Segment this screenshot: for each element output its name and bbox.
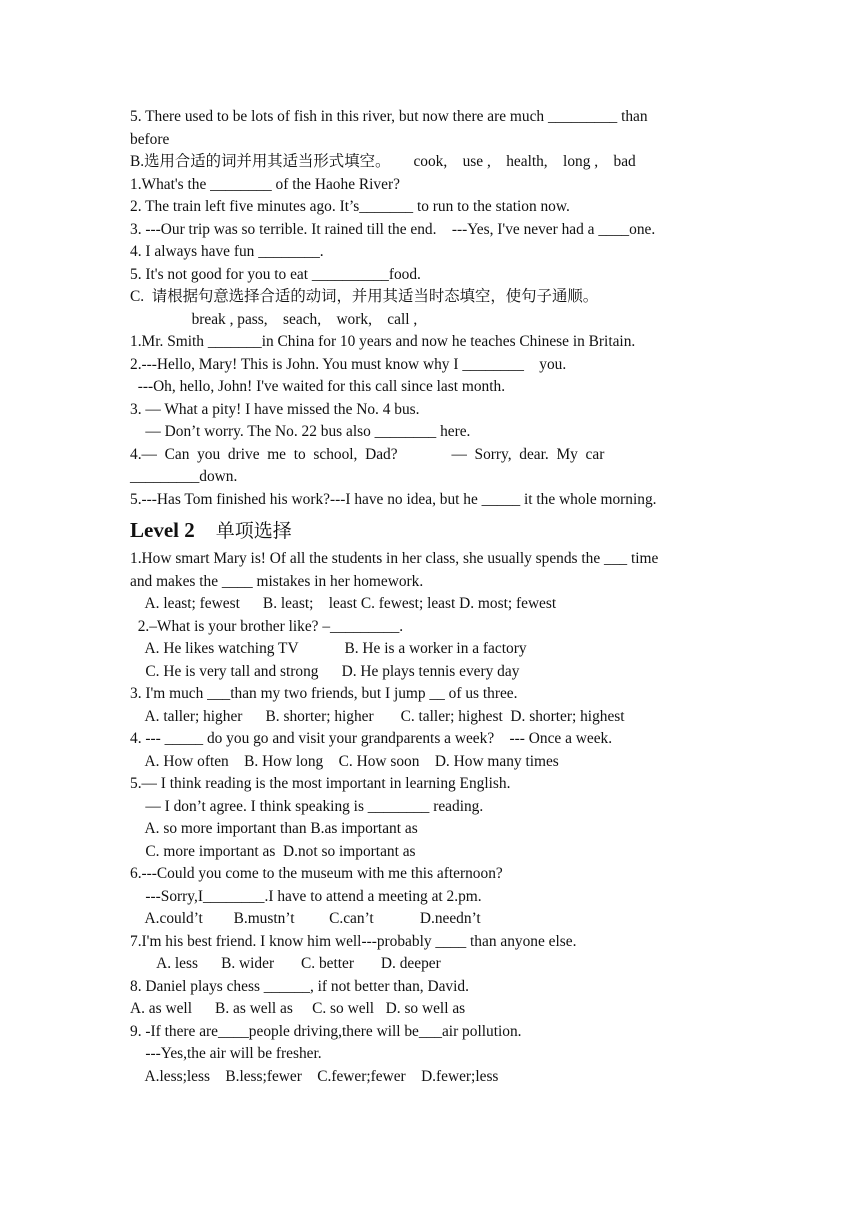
part-c-line-6: 4.— Can you drive me to school, Dad? — Sorry, dear. My car <box>130 445 605 463</box>
part-c-word-bank: break , pass, seach, work, call , <box>130 310 418 328</box>
level-2-line: 3. I'm much ___than my two friends, but I jump __ of us three. <box>130 685 518 702</box>
part-c-line-3: ---Oh, hello, John! I've waited for this call since last month. <box>130 378 506 395</box>
level-2-line: 4. --- _____ do you go and visit your grandparents a week? --- Once a week. <box>130 730 613 747</box>
part-c-line-7: _________down. <box>130 468 238 485</box>
level-2-line: A. How often B. How long C. How soon D. How many times <box>130 752 559 770</box>
part-c-line-5: — Don’t worry. The No. 22 bus also ________ here. <box>130 423 471 440</box>
part-b-item-5: 5. It's not good for you to eat __________food. <box>130 265 421 283</box>
level-2-line: 7.I'm his best friend. I know him well---probably ____ than anyone else. <box>130 932 577 950</box>
level-2-line: 9. -If there are____people driving,there will be___air pollution. <box>130 1022 522 1040</box>
level-2-heading <box>130 513 732 547</box>
level-2-line: A.could’t B.mustn’t C.can’t D.needn’t <box>130 910 481 927</box>
level-2-line: 1.How smart Mary is! Of all the students in her class, she usually spends the ___ time <box>130 550 659 567</box>
part-c-title: C. 请根据句意选择合适的动词，并用其适当时态填空，使句子通顺。 <box>130 288 599 305</box>
part-a-q5-line2: before <box>130 130 170 148</box>
part-c-line-4: 3. — What a pity! I have missed the No. 4 bus. <box>130 400 420 418</box>
part-c-line-1: 1.Mr. Smith _______in China for 10 years and now he teaches Chinese in Britain. <box>130 333 636 350</box>
part-b-item-3: 3. ---Our trip was so terrible. It rained till the end. ---Yes, I've never had a ____one. <box>130 220 656 238</box>
level-2-line: A. so more important than B.as important as <box>130 820 418 837</box>
part-b-title: B.选用合适的词并用其适当形式填空。 cook, use , health, long , bad <box>130 153 636 170</box>
part-b-item-1: 1.What's the ________ of the Haohe River? <box>130 175 400 193</box>
level-2-line: 5.— I think reading is the most important in learning English. <box>130 775 511 792</box>
level-2-line: ---Yes,the air will be fresher. <box>130 1045 322 1062</box>
level-2-label: Level 2 <box>130 518 195 542</box>
level-2-line: A. less B. wider C. better D. deeper <box>130 955 441 972</box>
level-2-line: C. more important as D.not so important as <box>130 842 416 860</box>
level-2-line: A. taller; higher B. shorter; higher C. taller; highest D. shorter; highest <box>130 707 625 725</box>
level-2-line: 6.---Could you come to the museum with me this afternoon? <box>130 865 503 882</box>
level-2-line: A.less;less B.less;fewer C.fewer;fewer D.fewer;less <box>130 1067 499 1085</box>
level-2-line: A. He likes watching TV B. He is a worker in a factory <box>130 640 527 657</box>
level-2-line: ---Sorry,I________.I have to attend a meeting at 2.pm. <box>130 887 482 905</box>
level-2-line: — I don’t agree. I think speaking is ________ reading. <box>130 797 484 815</box>
level-2-line: C. He is very tall and strong D. He plays tennis every day <box>130 662 520 680</box>
worksheet-page <box>130 106 732 1088</box>
level-2-line: 2.–What is your brother like? –_________. <box>130 617 404 635</box>
part-b-item-2: 2. The train left five minutes ago. It’s_______ to run to the station now. <box>130 198 570 215</box>
part-a-q5-line1: 5. There used to be lots of fish in this river, but now there are much _________ than <box>130 108 648 125</box>
level-2-line: A. as well B. as well as C. so well D. so well as <box>130 1000 466 1017</box>
part-c-line-8: 5.---Has Tom finished his work?---I have no idea, but he _____ it the whole morning. <box>130 490 657 508</box>
part-b-item-4: 4. I always have fun ________. <box>130 243 324 260</box>
level-2-subtitle: 单项选择 <box>215 520 292 542</box>
level-2-line: and makes the ____ mistakes in her homework. <box>130 572 424 590</box>
part-c-line-2: 2.---Hello, Mary! This is John. You must know why I ________ you. <box>130 355 567 373</box>
level-2-line: A. least; fewest B. least; least C. fewest; least D. most; fewest <box>130 595 557 612</box>
level-2-line: 8. Daniel plays chess ______, if not better than, David. <box>130 977 469 995</box>
